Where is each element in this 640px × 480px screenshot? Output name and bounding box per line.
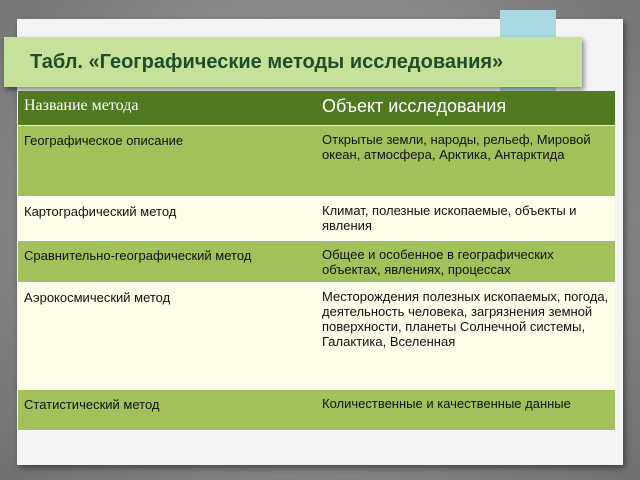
method-cell: Статистический метод <box>18 390 316 431</box>
methods-table <box>18 91 615 431</box>
method-cell: Картографический метод <box>18 197 316 241</box>
method-cell: Географическое описание <box>18 126 316 197</box>
table-row <box>18 390 615 431</box>
object-cell: Климат, полезные ископаемые, объекты и явления <box>316 197 615 241</box>
header-research-object: Объект исследования <box>316 91 615 126</box>
slide-title: Табл. «Географические методы исследования» <box>30 50 504 73</box>
object-cell: Месторождения полезных ископаемых, погода, деятельность человека, загрязнения земной поверхности, планеты Солнечной системы, Галактика, Вселенная <box>316 283 615 390</box>
table-row <box>18 126 615 197</box>
object-cell: Количественные и качественные данные <box>316 390 615 431</box>
method-cell: Аэрокосмический метод <box>18 283 316 390</box>
object-cell: Общее и особенное в географических объектах, явлениях, процессах <box>316 241 615 283</box>
header-method-name: Название метода <box>18 91 316 126</box>
table-row <box>18 283 615 390</box>
method-cell: Сравнительно-географический метод <box>18 241 316 283</box>
table-header-row <box>18 91 615 126</box>
table-row <box>18 241 615 283</box>
object-cell: Открытые земли, народы, рельеф, Мировой океан, атмосфера, Арктика, Антарктида <box>316 126 615 197</box>
title-banner <box>4 37 582 87</box>
table-row <box>18 197 615 241</box>
